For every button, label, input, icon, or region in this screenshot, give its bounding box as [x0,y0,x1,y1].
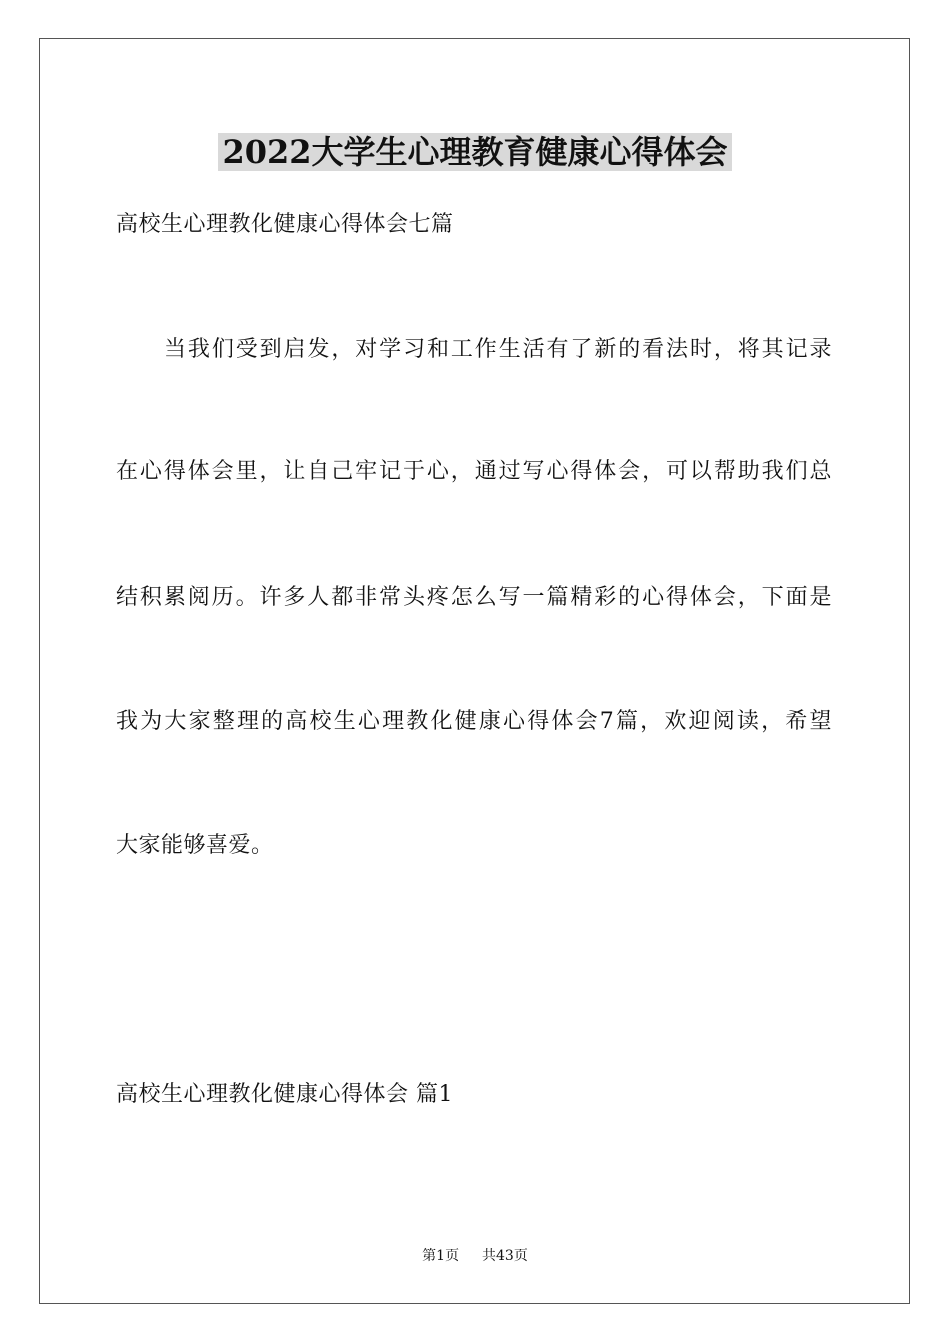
paragraph-line-5: 大家能够喜爱。 [116,833,274,858]
page-total: 共43页 [482,1248,528,1264]
document-title-text: 2022大学生心理教育健康心得体会 [218,133,731,171]
paragraph-line-1: 当我们受到启发，对学习和工作生活有了新的看法时，将其记录 [164,337,832,362]
paragraph-line-3: 结积累阅历。许多人都非常头疼怎么写一篇精彩的心得体会，下面是 [116,585,832,610]
section-heading: 高校生心理教化健康心得体会 篇1 [116,1082,453,1107]
paragraph-line-4: 我为大家整理的高校生心理教化健康心得体会7篇，欢迎阅读，希望 [116,709,832,734]
document-title [0,130,950,174]
page-footer [0,1246,950,1266]
paragraph-line-2: 在心得体会里，让自己牢记于心，通过写心得体会，可以帮助我们总 [116,459,832,484]
document-subtitle: 高校生心理教化健康心得体会七篇 [116,212,454,237]
page-number: 第1页 [422,1248,460,1264]
